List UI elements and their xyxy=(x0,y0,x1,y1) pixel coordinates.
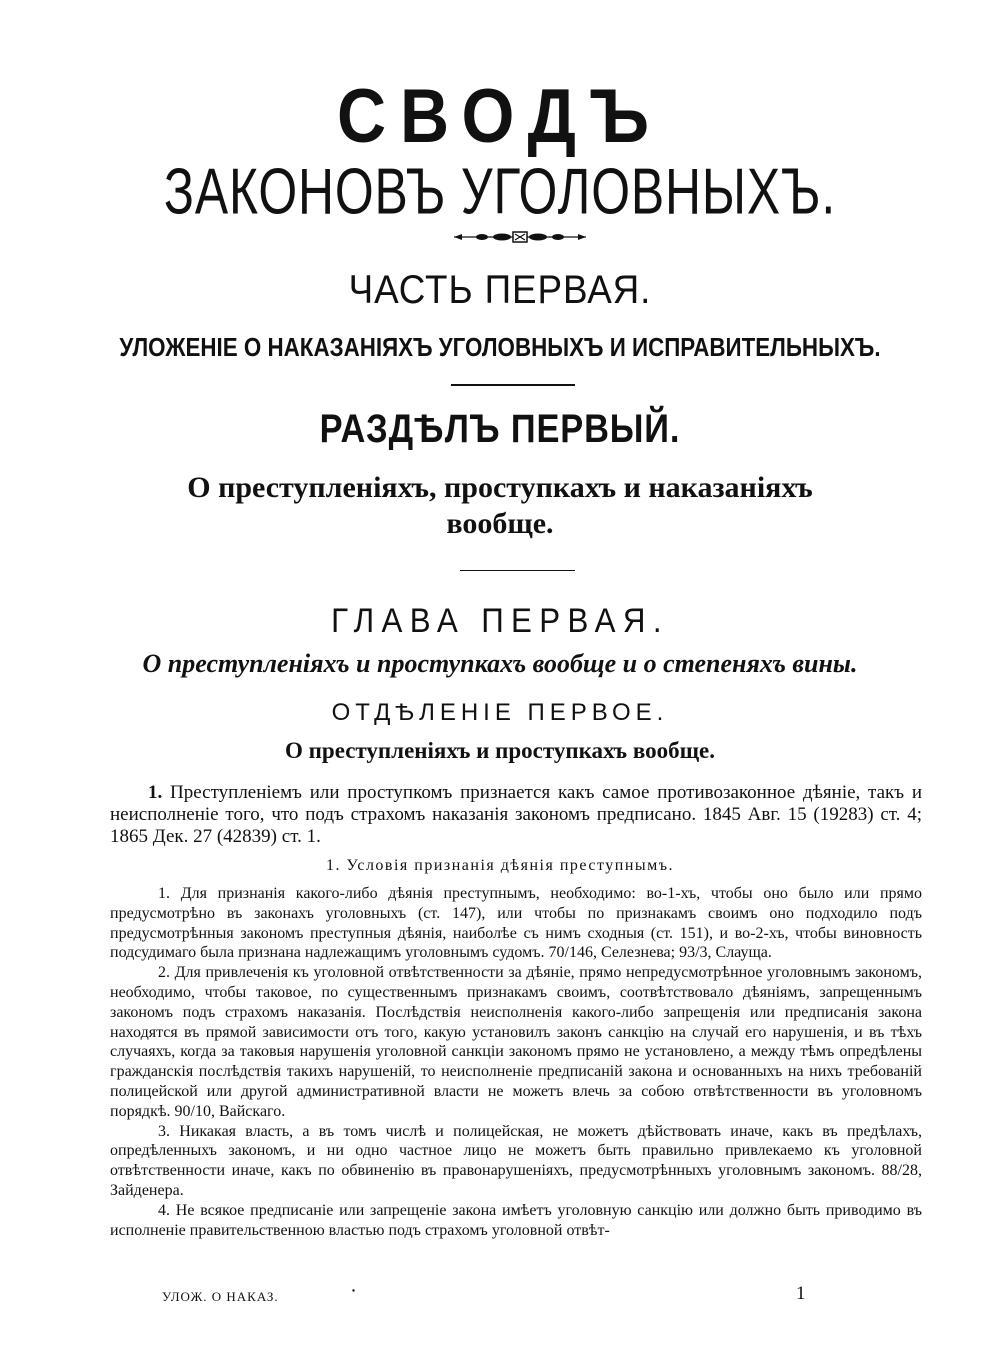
note-text: Для признанія какого-либо дѣянія преступнымъ, необходимо: во-1-хъ, чтобы оно было или прямо предусмотрѣно въ законахъ уголовныхъ (ст. 147), или чтобы по признакамъ своимъ оно подходило подъ предусмотрѣнныя закономъ преступныя дѣянія, наиболѣе съ нимъ сходныя (ст. 151), и во-2-хъ, чтобы виновность подсудимаго была признана надлежащимъ уголовнымъ судомъ. 70/146, Селезнева; 93/3, Слауща. xyxy=(110,885,922,962)
division-title: ОТДѢЛЕНІЕ ПЕРВОЕ. xyxy=(331,699,669,726)
section-subtitle-line: вообще. xyxy=(446,507,554,540)
note-text: Для привлеченія къ уголовной отвѣтственности за дѣяніе, прямо непредусмотрѣнное уголовнымъ закономъ, необходимо, чтобы таковое, по существеннымъ признакамъ своимъ, соотвѣтствовало дѣяніямъ, запрещеннымъ закономъ подъ страхомъ наказанія. Послѣдствія неисполненія какого-либо запрещенія или предписанія закона находятся въ прямой зависимости отъ того, какую установилъ законъ санкцію на случай его нарушенія, и въ тѣхъ случаяхъ, когда за таковыя нарушенія уголовной санкціи закономъ прямо не установлено, а между тѣмъ опредѣлены гражданскія послѣдствія такихъ нарушеній, то неисполненіе предписаній закона и основанныхъ на нихъ требованій полицейской или другой административной власти не можетъ влечь за собою отвѣтственности въ уголовномъ порядкѣ. 90/10, Вайскаго. xyxy=(110,964,923,1120)
article-text: Преступленіемъ или проступкомъ признается какъ самое противозаконное дѣяніе, такъ и неисполненіе того, что подъ страхомъ наказанія закономъ предписано. 1845 Авг. 15 (19283) ст. 4; 1865 Дек. 27 (42839) ст. 1. xyxy=(110,782,923,847)
commentary-heading: 1. Условія признанія дѣянія преступнымъ. xyxy=(325,857,675,874)
note-paragraph xyxy=(110,963,922,1121)
note-number: 3. xyxy=(158,1122,170,1140)
division-subtitle: О преступленіяхъ и проступкахъ вообще. xyxy=(285,738,715,763)
note-text: Не всякое предписаніе или запрещеніе закона имѣетъ уголовную санкцію или должно быть приводимо въ исполненіе правительственною властью подъ страхомъ уголовной отвѣт- xyxy=(110,1201,923,1239)
section-subtitle-line: О преступленіяхъ, проступкахъ и наказаніяхъ xyxy=(187,471,813,504)
note-paragraph xyxy=(110,1122,922,1201)
divider-rule xyxy=(451,384,575,386)
section-title: РАЗДѢЛЪ ПЕРВЫЙ. xyxy=(319,407,681,451)
note-number: 2. xyxy=(158,964,170,982)
main-subtitle: ЗАКОНОВЪ УГОЛОВНЫХЪ. xyxy=(163,155,837,228)
print-mark-icon xyxy=(352,1289,355,1292)
page-number: 1 xyxy=(796,1283,806,1304)
part-subtitle: УЛОЖЕНІЕ О НАКАЗАНІЯХЪ УГОЛОВНЫХЪ И ИСПРАВИТЕЛЬНЫХЪ. xyxy=(119,332,881,362)
article-1 xyxy=(110,782,922,848)
article-number: 1. xyxy=(148,782,163,803)
ornamental-divider-icon xyxy=(452,230,588,244)
footer-signature: УЛОЖ. О НАКАЗ. xyxy=(162,1289,279,1304)
section-subtitle xyxy=(0,470,1000,542)
chapter-subtitle: О преступленіяхъ и проступкахъ вообще и о степеняхъ вины. xyxy=(142,649,858,678)
note-paragraph xyxy=(110,1201,922,1241)
main-title: СВОДЪ xyxy=(336,73,664,159)
divider-rule xyxy=(460,570,575,571)
part-title: ЧАСТЬ ПЕРВАЯ. xyxy=(348,268,652,312)
note-number: 4. xyxy=(158,1201,170,1219)
note-paragraph xyxy=(110,884,922,963)
chapter-title: ГЛАВА ПЕРВАЯ. xyxy=(331,602,669,640)
note-number: 1. xyxy=(158,885,170,902)
commentary-notes xyxy=(110,884,922,1240)
note-text: Никакая власть, а въ томъ числѣ и полицейская, не можетъ дѣйствовать иначе, какъ въ предѣлахъ, опредѣленныхъ закономъ, и ни одно частное лицо не можетъ быть правильно привлекаемо къ уголовной отвѣтственности иначе, какъ по обвиненію въ правонарушеніяхъ, предусмотрѣнныхъ уголовнымъ закономъ. 88/28, Зайденера. xyxy=(110,1122,923,1199)
